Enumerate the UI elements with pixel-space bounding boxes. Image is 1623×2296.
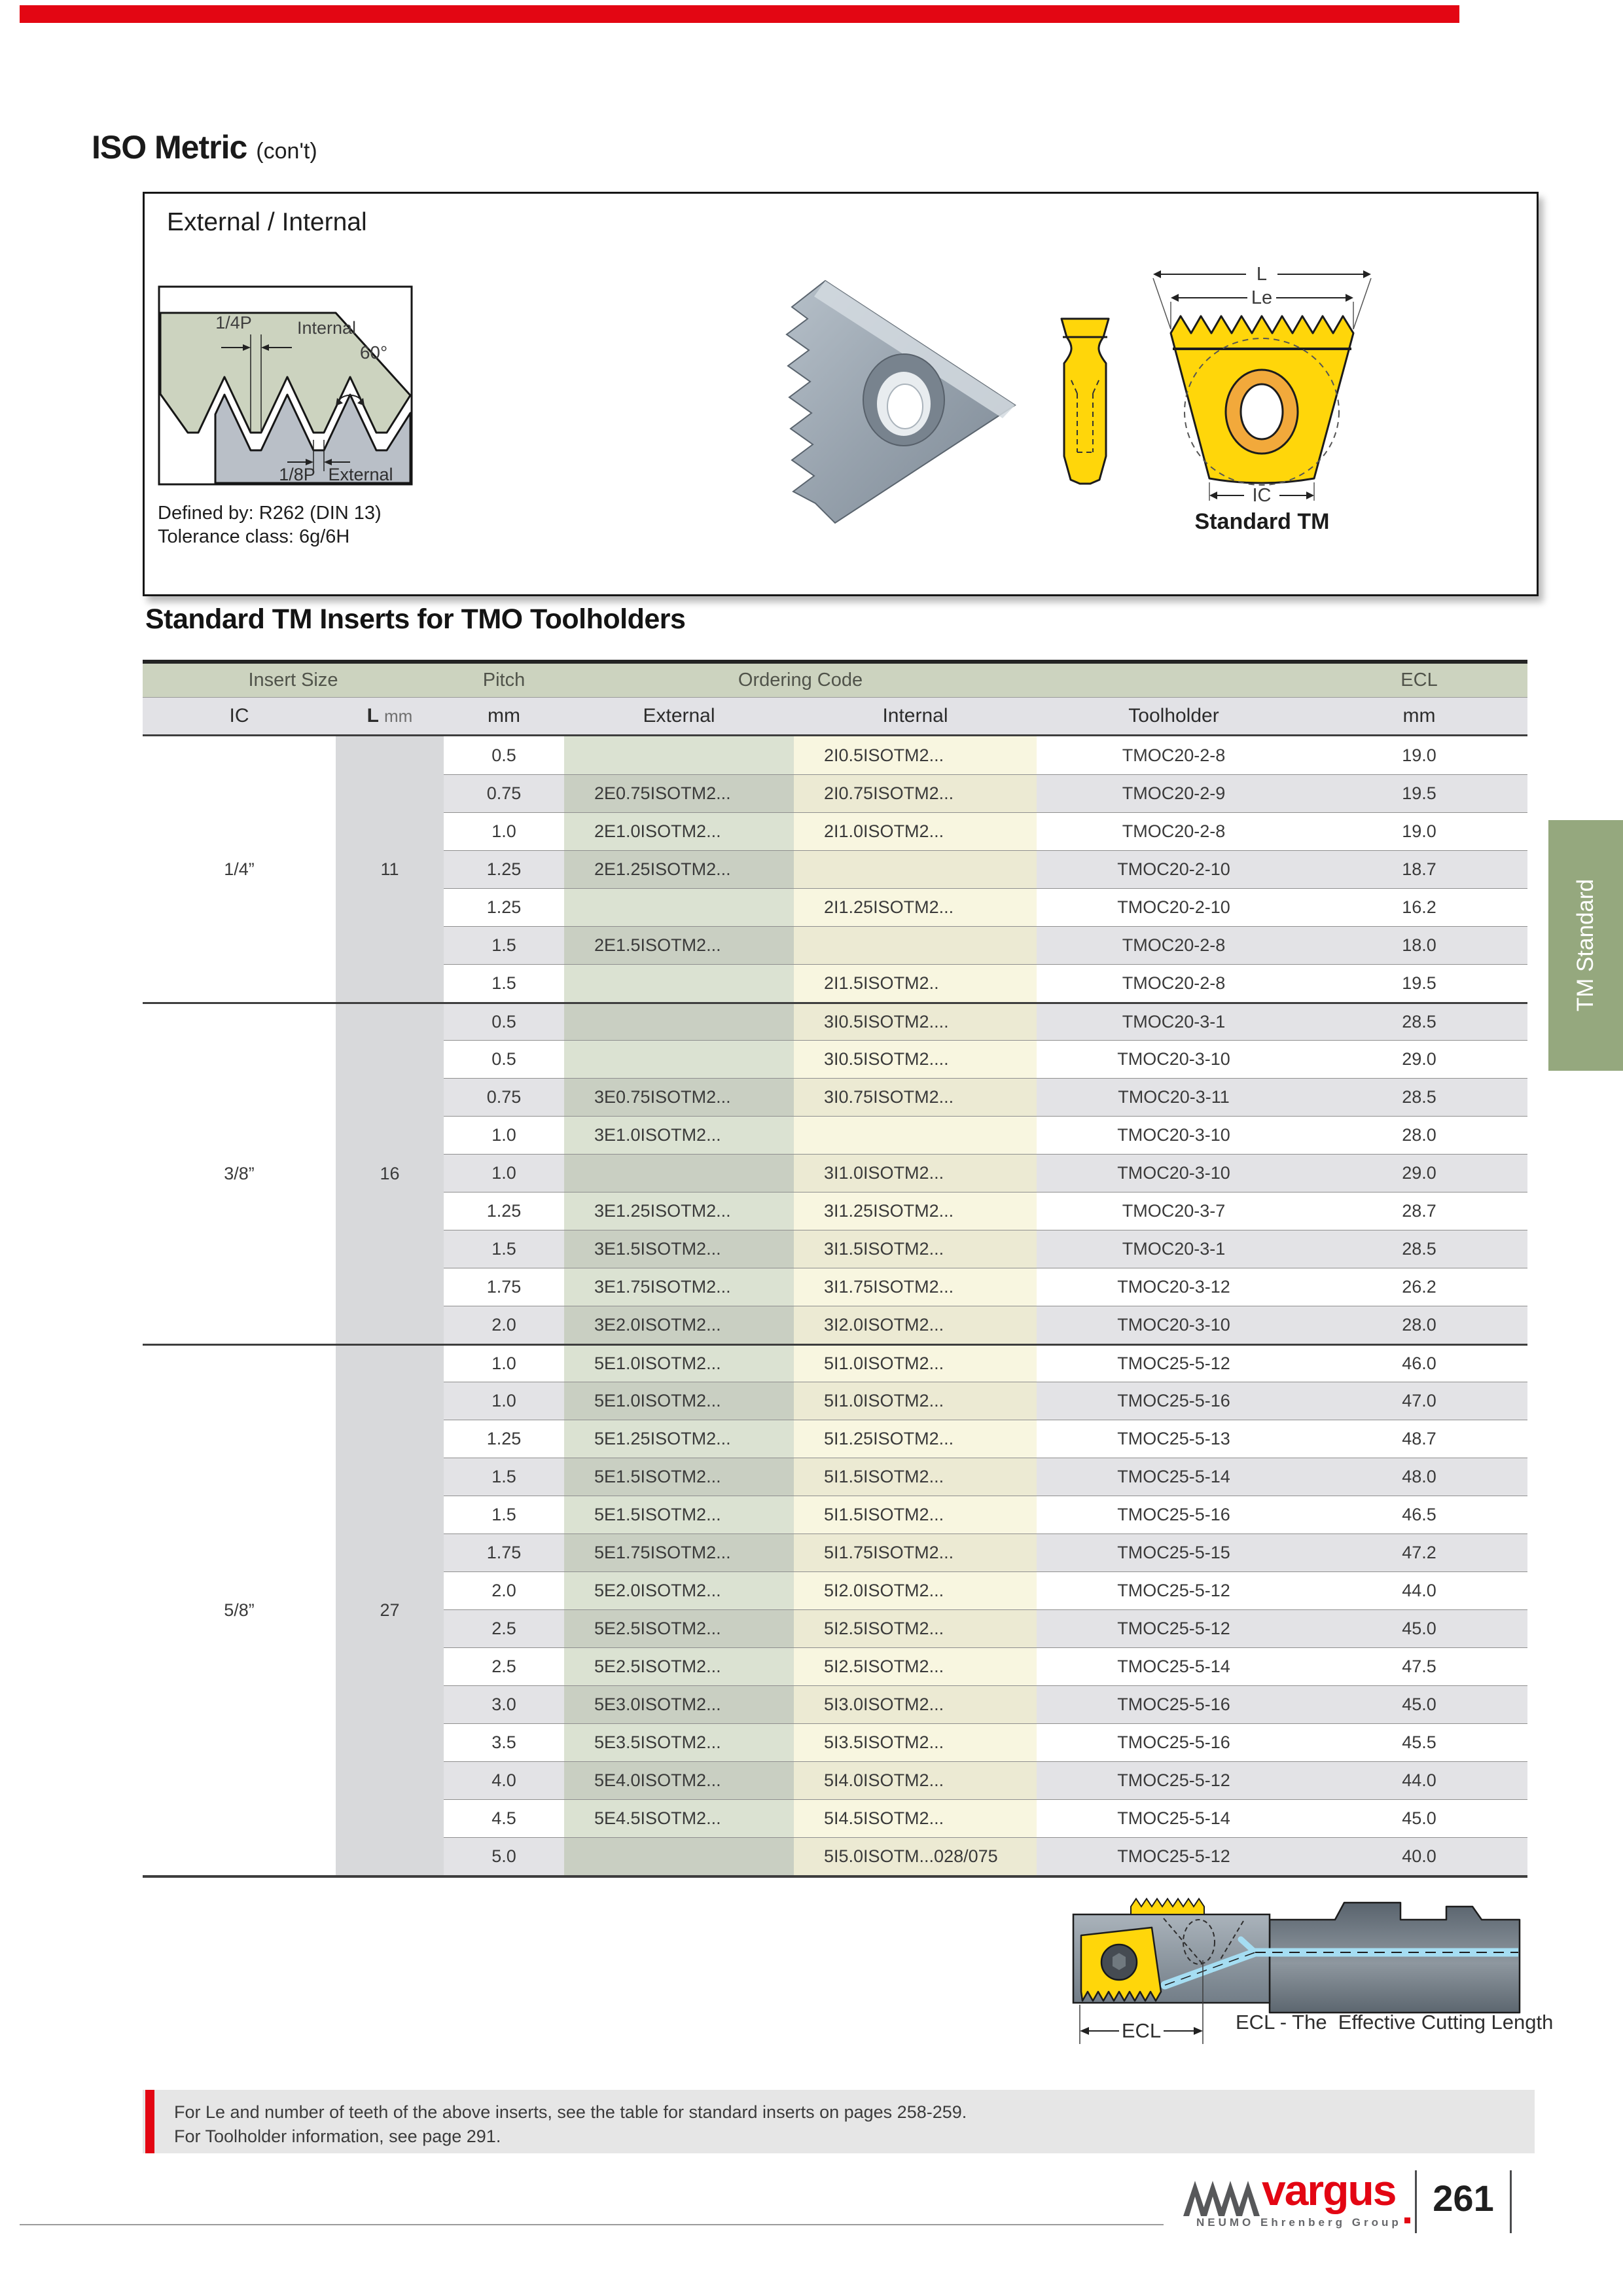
external-code-cell (564, 736, 794, 774)
ecl-cell: 47.0 (1311, 1382, 1527, 1420)
ecl-cell: 45.0 (1311, 1685, 1527, 1723)
section-title: Standard TM Inserts for TMO Toolholders (145, 603, 686, 635)
external-code-cell: 5E2.0ISOTM2... (564, 1571, 794, 1609)
external-code-cell: 2E0.75ISOTM2... (564, 774, 794, 812)
external-code-cell (564, 1040, 794, 1078)
inserts-table (143, 660, 1527, 1878)
profile-box (143, 192, 1539, 596)
ecl-cell: 44.0 (1311, 1571, 1527, 1609)
internal-code-cell: 3I1.5ISOTM2... (794, 1230, 1037, 1268)
external-code-cell: 5E2.5ISOTM2... (564, 1609, 794, 1647)
footer-divider-2 (1510, 2170, 1512, 2233)
ecl-cell: 29.0 (1311, 1040, 1527, 1078)
ecl-cell: 28.5 (1311, 1230, 1527, 1268)
footnote-bar (143, 2090, 1535, 2153)
pitch-cell: 1.0 (444, 812, 564, 850)
toolholder-cell: TMOC20-3-11 (1037, 1078, 1311, 1116)
external-code-cell (564, 1837, 794, 1875)
col-header-internal: Internal (794, 698, 1037, 734)
toolholder-cell: TMOC20-3-12 (1037, 1268, 1311, 1306)
internal-code-cell: 2I1.5ISOTM2.. (794, 964, 1037, 1002)
page-title (92, 128, 317, 166)
footer-rule (20, 2224, 1164, 2225)
external-code-cell: 2E1.25ISOTM2... (564, 850, 794, 888)
ecl-cell: 19.5 (1311, 964, 1527, 1002)
pitch-cell: 2.0 (444, 1571, 564, 1609)
internal-code-cell: 5I2.5ISOTM2... (794, 1647, 1037, 1685)
label-quarter-pitch: 1/4P (215, 313, 252, 332)
col-header-toolholder: Toolholder (1037, 698, 1311, 734)
external-code-cell (564, 1002, 794, 1040)
insert-3d-image (737, 269, 1025, 531)
ecl-cell: 18.7 (1311, 850, 1527, 888)
internal-code-cell: 5I1.75ISOTM2... (794, 1534, 1037, 1571)
pitch-cell: 1.25 (444, 850, 564, 888)
vargus-logo-icon (1182, 2176, 1266, 2219)
top-red-bar (20, 5, 1459, 23)
internal-code-cell: 5I1.0ISOTM2... (794, 1382, 1037, 1420)
footnote-red-mark (145, 2090, 154, 2153)
internal-code-cell: 5I4.0ISOTM2... (794, 1761, 1037, 1799)
vargus-wordmark: vargus (1262, 2166, 1396, 2214)
group-header-pitch: Pitch (444, 664, 564, 698)
l-size-cell: 11 (336, 736, 444, 1002)
internal-code-cell: 5I4.5ISOTM2... (794, 1799, 1037, 1837)
toolholder-cell: TMOC25-5-12 (1037, 1571, 1311, 1609)
external-code-cell: 5E1.0ISOTM2... (564, 1344, 794, 1382)
internal-code-cell: 5I2.0ISOTM2... (794, 1571, 1037, 1609)
standard-tm-caption: Standard TM (1194, 509, 1330, 534)
ecl-cell: 19.0 (1311, 812, 1527, 850)
pitch-cell: 1.25 (444, 888, 564, 926)
ecl-cell: 40.0 (1311, 1837, 1527, 1875)
internal-code-cell: 2I1.25ISOTM2... (794, 888, 1037, 926)
insert-front-drawing (1149, 256, 1375, 505)
toolholder-cell: TMOC20-3-10 (1037, 1154, 1311, 1192)
ic-size-cell: 1/4” (143, 736, 336, 1002)
l-size-cell: 27 (336, 1344, 444, 1875)
pitch-cell: 0.75 (444, 774, 564, 812)
vargus-red-square (1404, 2217, 1410, 2223)
ecl-cell: 46.5 (1311, 1496, 1527, 1534)
internal-code-cell: 5I1.25ISOTM2... (794, 1420, 1037, 1458)
toolholder-cell: TMOC20-3-7 (1037, 1192, 1311, 1230)
internal-code-cell (794, 1116, 1037, 1154)
pitch-cell: 0.75 (444, 1078, 564, 1116)
pitch-cell: 0.5 (444, 1040, 564, 1078)
ecl-cell: 46.0 (1311, 1344, 1527, 1382)
footnote-line-2: For Toolholder information, see page 291. (174, 2126, 501, 2146)
external-code-cell: 5E3.5ISOTM2... (564, 1723, 794, 1761)
internal-code-cell: 5I3.5ISOTM2... (794, 1723, 1037, 1761)
tolerance-text: Tolerance class: 6g/6H (158, 526, 350, 547)
pitch-cell: 5.0 (444, 1837, 564, 1875)
external-code-cell: 2E1.0ISOTM2... (564, 812, 794, 850)
internal-code-cell: 3I1.25ISOTM2... (794, 1192, 1037, 1230)
pitch-cell: 0.5 (444, 736, 564, 774)
external-code-cell: 5E4.5ISOTM2... (564, 1799, 794, 1837)
external-code-cell (564, 1154, 794, 1192)
page-title-note: (con't) (256, 139, 317, 164)
ecl-cell: 18.0 (1311, 926, 1527, 964)
toolholder-cell: TMOC25-5-12 (1037, 1344, 1311, 1382)
label-internal: Internal (296, 318, 357, 338)
internal-code-cell: 2I1.0ISOTM2... (794, 812, 1037, 850)
dim-label-le: Le (1251, 287, 1273, 308)
col-header-l-unit: mm (384, 706, 413, 726)
external-code-cell: 5E1.0ISOTM2... (564, 1382, 794, 1420)
toolholder-cell: TMOC20-3-1 (1037, 1002, 1311, 1040)
footnote-line-1: For Le and number of teeth of the above inserts, see the table for standard inserts on pages 258-259. (174, 2102, 967, 2122)
ecl-cell: 26.2 (1311, 1268, 1527, 1306)
group-header-ecl: ECL (1311, 664, 1527, 698)
col-header-l (336, 698, 444, 734)
ic-size-cell: 5/8” (143, 1344, 336, 1875)
toolholder-cell: TMOC20-3-10 (1037, 1306, 1311, 1344)
group-header-empty (1037, 664, 1311, 698)
external-code-cell: 5E1.75ISOTM2... (564, 1534, 794, 1571)
toolholder-cell: TMOC20-2-8 (1037, 736, 1311, 774)
col-header-pitch-unit: mm (444, 698, 564, 734)
col-header-external: External (564, 698, 794, 734)
ecl-cell: 19.5 (1311, 774, 1527, 812)
internal-code-cell: 5I1.5ISOTM2... (794, 1458, 1037, 1496)
pitch-cell: 1.0 (444, 1382, 564, 1420)
group-header-insert-size: Insert Size (143, 664, 444, 698)
side-tab-label: TM Standard (1573, 879, 1598, 1012)
ecl-cell: 45.0 (1311, 1609, 1527, 1647)
pitch-cell: 1.5 (444, 1230, 564, 1268)
external-code-cell: 5E4.0ISOTM2... (564, 1761, 794, 1799)
insert-side-view (1051, 315, 1120, 488)
internal-code-cell (794, 926, 1037, 964)
pitch-cell: 2.5 (444, 1647, 564, 1685)
toolholder-cell: TMOC20-3-10 (1037, 1040, 1311, 1078)
group-header-ordering-code: Ordering Code (564, 664, 1037, 698)
external-code-cell (564, 888, 794, 926)
col-header-ecl-unit: mm (1311, 698, 1527, 734)
internal-code-cell (794, 850, 1037, 888)
toolholder-cell: TMOC25-5-14 (1037, 1458, 1311, 1496)
external-code-cell: 5E1.5ISOTM2... (564, 1496, 794, 1534)
pitch-cell: 3.5 (444, 1723, 564, 1761)
ecl-cell: 28.0 (1311, 1306, 1527, 1344)
ecl-cell: 28.0 (1311, 1116, 1527, 1154)
ecl-cell: 28.5 (1311, 1002, 1527, 1040)
toolholder-cell: TMOC20-3-1 (1037, 1230, 1311, 1268)
col-header-l-label: L (366, 705, 379, 726)
internal-code-cell: 2I0.75ISOTM2... (794, 774, 1037, 812)
internal-code-cell: 5I1.5ISOTM2... (794, 1496, 1037, 1534)
pitch-cell: 1.0 (444, 1116, 564, 1154)
external-code-cell: 5E1.25ISOTM2... (564, 1420, 794, 1458)
toolholder-cell: TMOC20-2-8 (1037, 812, 1311, 850)
page-title-text: ISO Metric (92, 129, 247, 166)
dim-label-ic: IC (1252, 485, 1272, 505)
toolholder-cell: TMOC25-5-16 (1037, 1723, 1311, 1761)
pitch-cell: 1.5 (444, 1458, 564, 1496)
page-number: 261 (1433, 2178, 1494, 2219)
pitch-cell: 4.5 (444, 1799, 564, 1837)
toolholder-cell: TMOC25-5-12 (1037, 1761, 1311, 1799)
ecl-cell: 48.7 (1311, 1420, 1527, 1458)
toolholder-cell: TMOC25-5-14 (1037, 1647, 1311, 1685)
pitch-cell: 1.5 (444, 926, 564, 964)
pitch-cell: 1.5 (444, 1496, 564, 1534)
ecl-cell: 29.0 (1311, 1154, 1527, 1192)
side-tab (1548, 820, 1623, 1071)
pitch-cell: 4.0 (444, 1761, 564, 1799)
dim-label-l: L (1256, 264, 1268, 285)
pitch-cell: 2.5 (444, 1609, 564, 1647)
external-code-cell: 3E1.5ISOTM2... (564, 1230, 794, 1268)
internal-code-cell: 5I5.0ISOTM...028/075 (794, 1837, 1037, 1875)
toolholder-cell: TMOC20-3-10 (1037, 1116, 1311, 1154)
pitch-cell: 1.0 (444, 1154, 564, 1192)
toolholder-cell: TMOC20-2-10 (1037, 888, 1311, 926)
external-code-cell: 5E2.5ISOTM2... (564, 1647, 794, 1685)
label-eighth-pitch: 1/8P (279, 465, 315, 484)
pitch-cell: 0.5 (444, 1002, 564, 1040)
toolholder-cell: TMOC20-2-9 (1037, 774, 1311, 812)
internal-code-cell: 3I2.0ISOTM2... (794, 1306, 1037, 1344)
col-header-ic: IC (143, 698, 336, 734)
label-external: External (328, 465, 393, 484)
ecl-cell: 28.5 (1311, 1078, 1527, 1116)
vargus-subbrand: NEUMO Ehrenberg Group (1196, 2216, 1402, 2229)
ecl-cell: 45.0 (1311, 1799, 1527, 1837)
ecl-caption: ECL - The Effective Cutting Length (1236, 2011, 1554, 2034)
profile-box-heading: External / Internal (167, 208, 367, 236)
pitch-cell: 1.75 (444, 1534, 564, 1571)
external-code-cell: 5E1.5ISOTM2... (564, 1458, 794, 1496)
external-code-cell: 3E0.75ISOTM2... (564, 1078, 794, 1116)
pitch-cell: 2.0 (444, 1306, 564, 1344)
toolholder-cell: TMOC25-5-12 (1037, 1837, 1311, 1875)
toolholder-cell: TMOC25-5-12 (1037, 1609, 1311, 1647)
internal-code-cell: 3I0.5ISOTM2.... (794, 1002, 1037, 1040)
label-angle: 60° (359, 342, 388, 363)
thread-profile-diagram (158, 285, 413, 486)
internal-code-cell: 3I0.5ISOTM2.... (794, 1040, 1037, 1078)
l-size-cell: 16 (336, 1002, 444, 1344)
toolholder-cell: TMOC20-2-8 (1037, 964, 1311, 1002)
ecl-cell: 44.0 (1311, 1761, 1527, 1799)
ic-size-cell: 3/8” (143, 1002, 336, 1344)
internal-code-cell: 3I0.75ISOTM2... (794, 1078, 1037, 1116)
internal-code-cell: 5I1.0ISOTM2... (794, 1344, 1037, 1382)
ecl-dim-label: ECL (1121, 2019, 1162, 2042)
external-code-cell: 3E1.75ISOTM2... (564, 1268, 794, 1306)
defined-by-text: Defined by: R262 (DIN 13) (158, 503, 382, 524)
ecl-cell: 47.5 (1311, 1647, 1527, 1685)
toolholder-cell: TMOC20-2-8 (1037, 926, 1311, 964)
internal-code-cell: 5I3.0ISOTM2... (794, 1685, 1037, 1723)
ecl-cell: 19.0 (1311, 736, 1527, 774)
toolholder-cell: TMOC25-5-16 (1037, 1382, 1311, 1420)
external-code-cell: 3E1.25ISOTM2... (564, 1192, 794, 1230)
toolholder-cell: TMOC25-5-16 (1037, 1685, 1311, 1723)
external-code-cell: 3E2.0ISOTM2... (564, 1306, 794, 1344)
ecl-cell: 16.2 (1311, 888, 1527, 926)
pitch-cell: 1.25 (444, 1420, 564, 1458)
table-header (143, 660, 1527, 736)
toolholder-cell: TMOC25-5-13 (1037, 1420, 1311, 1458)
external-code-cell: 5E3.0ISOTM2... (564, 1685, 794, 1723)
toolholder-cell: TMOC25-5-14 (1037, 1799, 1311, 1837)
toolholder-cell: TMOC25-5-15 (1037, 1534, 1311, 1571)
pitch-cell: 1.0 (444, 1344, 564, 1382)
toolholder-cell: TMOC25-5-16 (1037, 1496, 1311, 1534)
external-code-cell: 3E1.0ISOTM2... (564, 1116, 794, 1154)
ecl-cell: 28.7 (1311, 1192, 1527, 1230)
ecl-cell: 45.5 (1311, 1723, 1527, 1761)
internal-code-cell: 2I0.5ISOTM2... (794, 736, 1037, 774)
external-code-cell (564, 964, 794, 1002)
table-body (143, 736, 1527, 1878)
pitch-cell: 1.5 (444, 964, 564, 1002)
toolholder-cell: TMOC20-2-10 (1037, 850, 1311, 888)
pitch-cell: 3.0 (444, 1685, 564, 1723)
ecl-cell: 47.2 (1311, 1534, 1527, 1571)
ecl-cell: 48.0 (1311, 1458, 1527, 1496)
footer-divider-1 (1415, 2170, 1417, 2233)
internal-code-cell: 3I1.75ISOTM2... (794, 1268, 1037, 1306)
pitch-cell: 1.25 (444, 1192, 564, 1230)
internal-code-cell: 5I2.5ISOTM2... (794, 1609, 1037, 1647)
external-code-cell: 2E1.5ISOTM2... (564, 926, 794, 964)
internal-code-cell: 3I1.0ISOTM2... (794, 1154, 1037, 1192)
pitch-cell: 1.75 (444, 1268, 564, 1306)
